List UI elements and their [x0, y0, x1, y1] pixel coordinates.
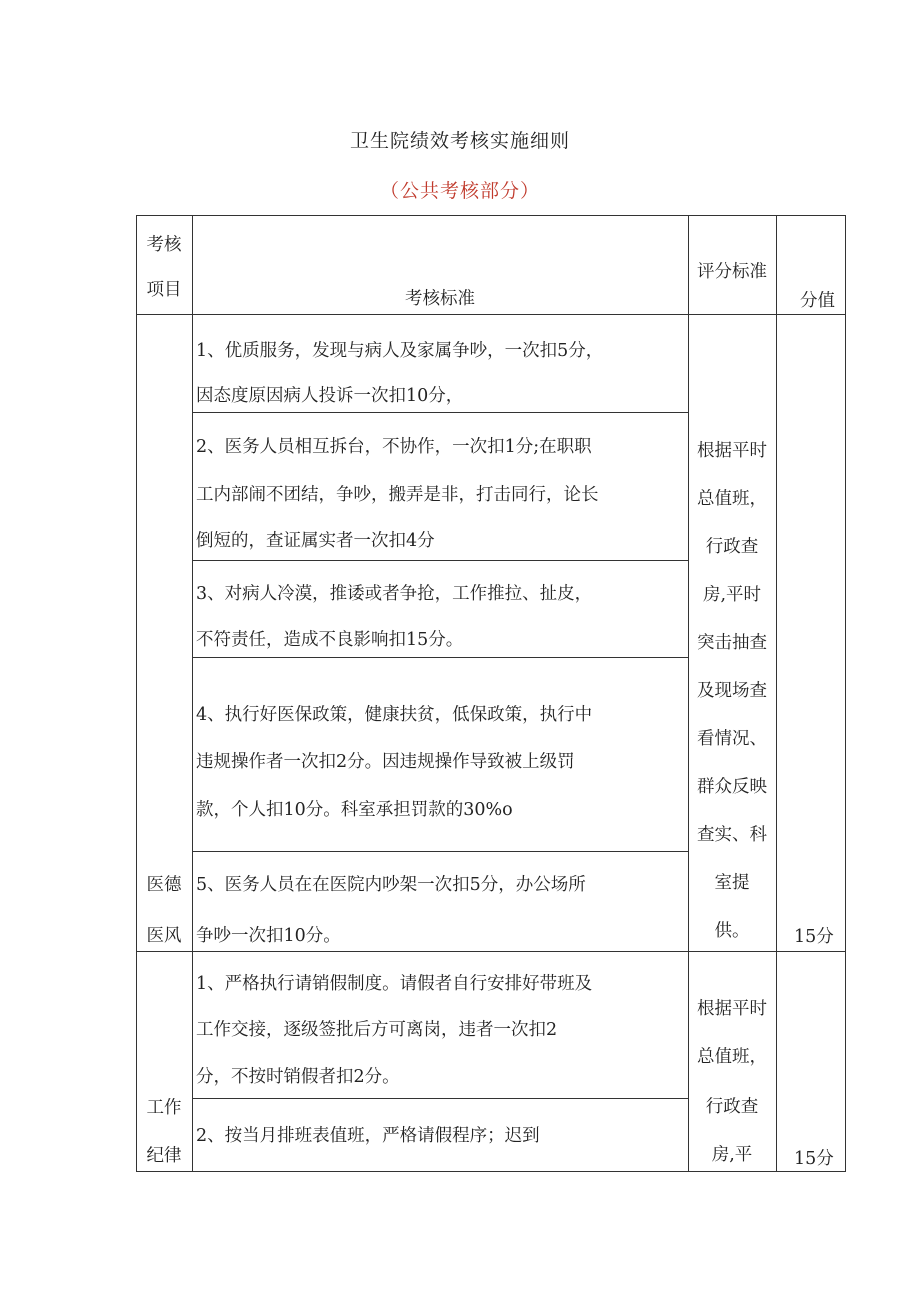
col-divider-3 [776, 215, 777, 1172]
table-border-top [136, 215, 846, 216]
criteria-line: 违规操作者一次扣2分。因违规操作导致被上级罚 [196, 752, 575, 772]
criteria-line: 1、严格执行请销假制度。请假者自行安排好带班及 [196, 974, 593, 994]
criteria-line: 因态度原因病人投诉一次扣10分， [196, 386, 464, 406]
scoring-line: 看情况、 [697, 729, 767, 749]
criteria-line: 2、医务人员相互拆台，不协作，一次扣1分;在职职 [196, 437, 592, 457]
criteria-line: 倒短的，查证属实者一次扣4分 [196, 531, 435, 551]
criteria-line: 1、优质服务，发现与病人及家属争吵，一次扣5分， [196, 341, 604, 361]
header-standard: 考核标准 [405, 289, 475, 309]
criteria-line: 争吵一次扣10分。 [196, 926, 341, 946]
document-subtitle: （公共考核部分） [379, 180, 540, 202]
criteria-line: 2、按当月排班表值班，严格请假程序；迟到 [196, 1126, 540, 1146]
criteria-line: 分，不按时销假者扣2分。 [196, 1067, 400, 1087]
table-border-right [845, 215, 846, 1172]
scoring-line: 根据平时 [697, 441, 767, 461]
header-scoring: 评分标准 [697, 262, 767, 282]
section-score: 15分 [794, 927, 834, 947]
scoring-line: 房,平 [711, 1145, 753, 1165]
scoring-line: 供。 [714, 921, 750, 941]
scoring-line: 总值班， [697, 489, 767, 509]
criteria-line: 工作交接，逐级签批后方可离岗，违者一次扣2 [196, 1020, 558, 1040]
scoring-line: 突击抽查 [697, 633, 767, 653]
scoring-line: 总值班， [697, 1047, 767, 1067]
section-item-line2: 医风 [146, 926, 182, 946]
section-item-line1: 工作 [146, 1098, 182, 1118]
scoring-line: 及现场查 [697, 681, 767, 701]
scoring-line: 室提 [714, 873, 750, 893]
header-score: 分值 [800, 291, 835, 311]
criteria-line: 不符责任，造成不良影响扣15分。 [196, 630, 464, 650]
assessment-table [136, 215, 846, 1172]
criteria-line: 5、医务人员在在医院内吵架一次扣5分，办公场所 [196, 875, 586, 895]
section-score: 15分 [794, 1149, 834, 1169]
criteria-line: 款，个人扣10分。科室承担罚款的30%o [196, 800, 513, 820]
scoring-line: 行政查 [705, 537, 759, 557]
scoring-line: 查实、科 [697, 825, 767, 845]
document-title: 卫生院绩效考核实施细则 [349, 130, 570, 152]
criteria-line: 3、对病人冷漠，推诿或者争抢，工作推拉、扯皮， [196, 584, 593, 604]
header-item-line1: 考核 [146, 235, 182, 255]
scoring-line: 行政查 [705, 1097, 759, 1117]
criteria-line: 4、执行好医保政策，健康扶贫，低保政策，执行中 [196, 705, 593, 725]
col-divider-1 [192, 215, 193, 1172]
section-item-line2: 纪律 [146, 1146, 182, 1166]
criteria-divider [192, 851, 689, 852]
table-border-left [136, 215, 137, 1172]
scoring-line: 根据平时 [697, 999, 767, 1019]
header-item-line2: 项目 [146, 280, 182, 300]
scoring-line: 群众反映 [697, 777, 767, 797]
criteria-line: 工内部闹不团结，争吵，搬弄是非，打击同行，论长 [196, 485, 599, 505]
section-item-line1: 医德 [146, 875, 182, 895]
scoring-line: 房,平时 [702, 585, 762, 605]
